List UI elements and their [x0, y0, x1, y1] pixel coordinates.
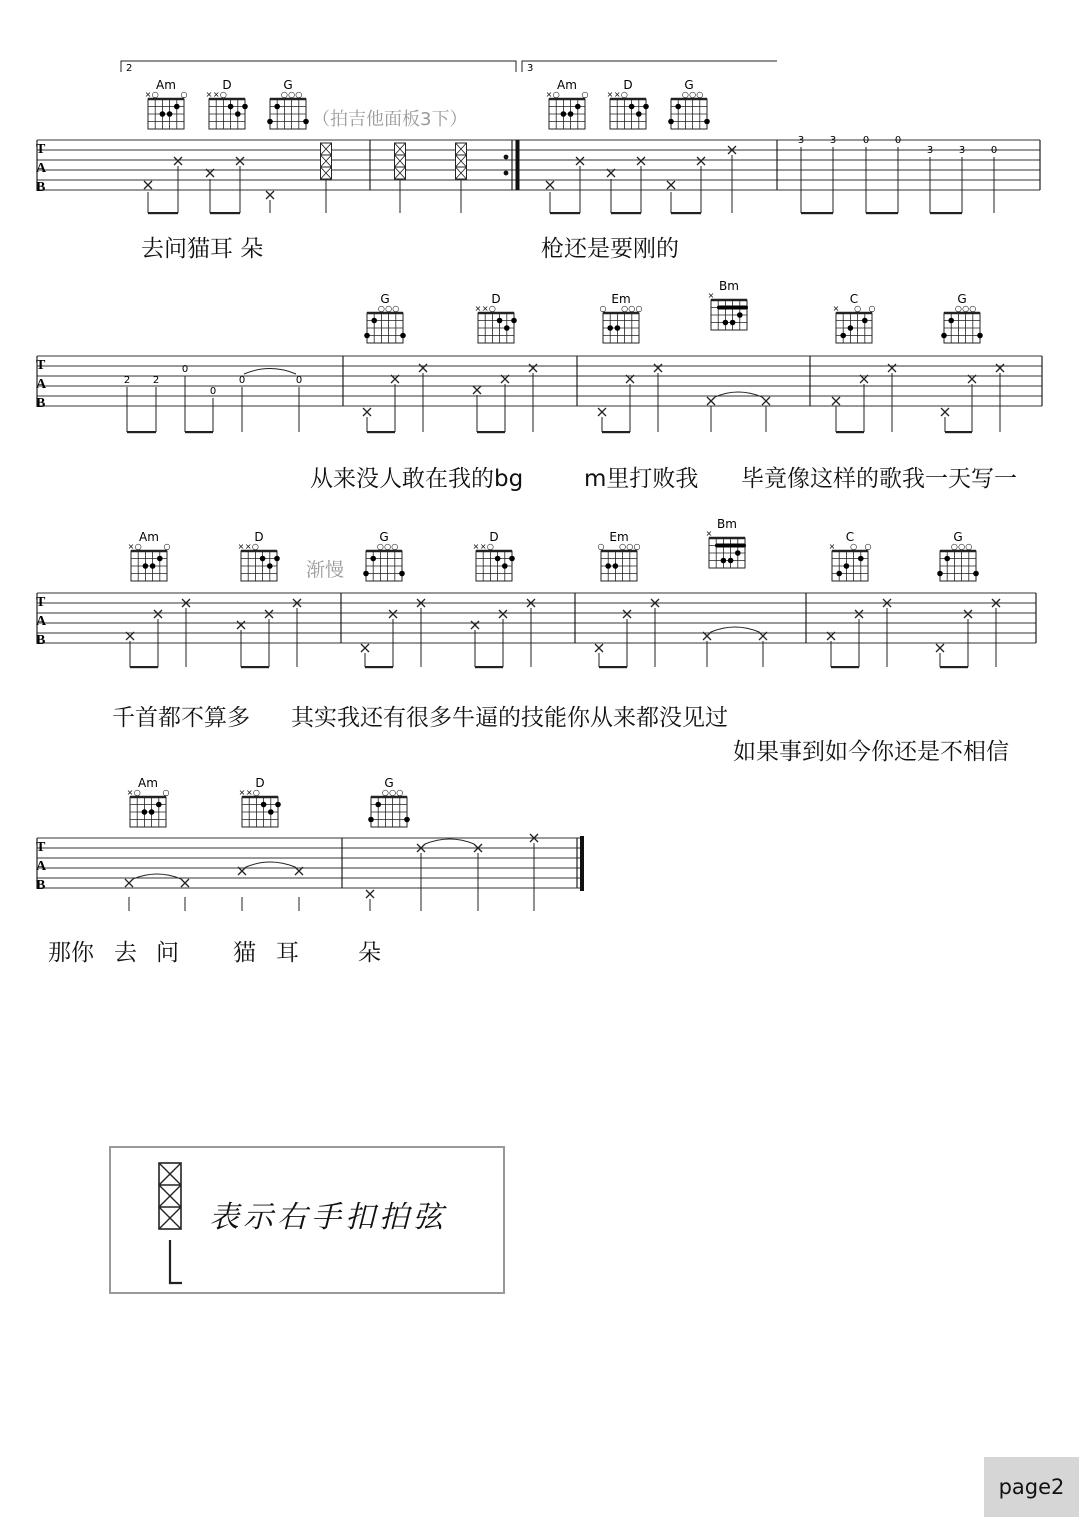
- svg-text:○: ○: [219, 90, 227, 99]
- svg-text:○: ○: [391, 542, 399, 551]
- svg-text:×: ×: [205, 90, 213, 99]
- strum-annotation: （拍吉他面板3下）: [312, 109, 468, 130]
- svg-text:○: ○: [689, 90, 697, 99]
- svg-text:×: ×: [474, 304, 482, 313]
- svg-text:○: ○: [969, 304, 977, 313]
- svg-text:0: 0: [990, 145, 998, 156]
- chord-g: [937, 530, 979, 581]
- svg-text:○: ○: [621, 304, 629, 313]
- svg-text:○: ○: [581, 90, 589, 99]
- svg-text:○: ○: [958, 542, 966, 551]
- chord-d: [239, 776, 281, 827]
- svg-text:×: ×: [545, 90, 553, 99]
- final-barline: [577, 836, 584, 891]
- chord-am: [546, 78, 589, 129]
- legend-text: 表示右手扣拍弦: [209, 1200, 447, 1235]
- svg-text:0: 0: [862, 135, 870, 146]
- svg-text:0: 0: [181, 364, 189, 375]
- svg-text:B: B: [36, 396, 46, 411]
- svg-text:×: ×: [613, 90, 621, 99]
- lyric-line-4b: 去: [114, 940, 137, 966]
- svg-text:Am: Am: [156, 78, 176, 92]
- lyric-line-1b: 枪还是要刚的: [541, 236, 679, 262]
- svg-text:○: ○: [180, 90, 188, 99]
- svg-text:×: ×: [238, 788, 246, 797]
- svg-text:○: ○: [965, 542, 973, 551]
- svg-text:×: ×: [606, 90, 614, 99]
- svg-text:×: ×: [707, 291, 715, 300]
- svg-text:×: ×: [479, 542, 487, 551]
- svg-text:○: ○: [633, 542, 641, 551]
- svg-text:×: ×: [244, 542, 252, 551]
- svg-text:×: ×: [481, 304, 489, 313]
- svg-text:○: ○: [295, 90, 303, 99]
- svg-text:○: ○: [151, 90, 159, 99]
- svg-text:0: 0: [894, 135, 902, 146]
- svg-text:○: ○: [396, 788, 404, 797]
- svg-text:A: A: [36, 614, 47, 629]
- svg-text:D: D: [255, 776, 265, 790]
- svg-text:G: G: [380, 292, 390, 306]
- svg-text:○: ○: [954, 304, 962, 313]
- ties: [133, 369, 762, 880]
- svg-text:B: B: [36, 180, 46, 195]
- chord-g: [364, 292, 406, 343]
- svg-text:3: 3: [797, 135, 805, 146]
- svg-text:○: ○: [252, 788, 260, 797]
- svg-text:G: G: [384, 776, 394, 790]
- lyric-line-3c: 如果事到如今你还是不相信: [733, 739, 1009, 765]
- svg-text:G: G: [684, 78, 694, 92]
- svg-text:2: 2: [152, 375, 160, 386]
- svg-text:○: ○: [597, 542, 605, 551]
- svg-text:G: G: [953, 530, 963, 544]
- chord-d: [607, 78, 649, 129]
- svg-text:G: G: [957, 292, 967, 306]
- chord-d: [238, 530, 280, 581]
- svg-text:○: ○: [864, 542, 872, 551]
- svg-text:2: 2: [123, 375, 131, 386]
- svg-text:○: ○: [376, 542, 384, 551]
- chord-bm: [706, 517, 746, 568]
- svg-text:○: ○: [850, 542, 858, 551]
- svg-text:○: ○: [377, 304, 385, 313]
- svg-text:○: ○: [134, 542, 142, 551]
- chord-am: [145, 78, 188, 129]
- volta-number-3: 3: [527, 63, 534, 74]
- svg-text:○: ○: [635, 304, 643, 313]
- svg-text:Bm: Bm: [717, 517, 737, 531]
- svg-text:Am: Am: [139, 530, 159, 544]
- svg-text:0: 0: [238, 375, 246, 386]
- svg-text:○: ○: [384, 542, 392, 551]
- svg-text:○: ○: [854, 304, 862, 313]
- lyric-line-2c: 毕竟像这样的歌我一天写一: [741, 466, 1017, 492]
- svg-text:○: ○: [620, 90, 628, 99]
- svg-text:×: ×: [832, 304, 840, 313]
- chord-g: [267, 78, 309, 129]
- svg-text:Am: Am: [557, 78, 577, 92]
- svg-text:D: D: [623, 78, 633, 92]
- svg-text:T: T: [36, 358, 46, 373]
- svg-text:○: ○: [696, 90, 704, 99]
- chord-d: [473, 530, 515, 581]
- lyric-line-2b: m里打败我: [584, 466, 699, 492]
- svg-text:A: A: [36, 859, 47, 874]
- page-number: page2: [984, 1457, 1079, 1517]
- svg-text:○: ○: [962, 304, 970, 313]
- svg-text:T: T: [36, 142, 46, 157]
- svg-text:○: ○: [868, 304, 876, 313]
- tempo-marking: 渐慢: [306, 559, 345, 581]
- svg-text:D: D: [489, 530, 499, 544]
- lyric-line-4c: 问: [156, 940, 179, 966]
- slap-symbols: [321, 143, 467, 179]
- chord-em: [598, 530, 641, 581]
- chord-bm: [708, 279, 748, 330]
- svg-text:Em: Em: [609, 530, 629, 544]
- chord-c: [829, 530, 872, 581]
- svg-text:○: ○: [381, 788, 389, 797]
- lyric-line-3a: 千首都不算多: [112, 705, 250, 731]
- lyric-line-1a: 去问猫耳 朵: [141, 236, 264, 262]
- svg-text:×: ×: [828, 542, 836, 551]
- chord-am: [127, 776, 170, 827]
- lyric-line-4f: 朵: [358, 940, 381, 966]
- svg-text:○: ○: [488, 304, 496, 313]
- svg-text:Am: Am: [138, 776, 158, 790]
- svg-text:C: C: [849, 292, 859, 306]
- svg-text:×: ×: [245, 788, 253, 797]
- svg-text:○: ○: [389, 788, 397, 797]
- svg-text:B: B: [36, 633, 46, 648]
- svg-text:3: 3: [926, 145, 934, 156]
- chord-d: [475, 292, 517, 343]
- svg-text:×: ×: [472, 542, 480, 551]
- lyric-line-4a: 那你: [48, 940, 94, 966]
- svg-text:○: ○: [133, 788, 141, 797]
- svg-text:Em: Em: [611, 292, 631, 306]
- beams: [127, 212, 972, 668]
- slap-symbol-icon: [153, 1160, 193, 1300]
- svg-text:×: ×: [126, 788, 134, 797]
- svg-text:○: ○: [626, 542, 634, 551]
- svg-text:G: G: [379, 530, 389, 544]
- svg-text:D: D: [491, 292, 501, 306]
- svg-text:G: G: [283, 78, 293, 92]
- svg-text:×: ×: [127, 542, 135, 551]
- lyric-line-2a: 从来没人敢在我的bg: [310, 466, 524, 492]
- chord-c: [833, 292, 876, 343]
- svg-text:A: A: [36, 161, 47, 176]
- svg-text:○: ○: [619, 542, 627, 551]
- svg-text:○: ○: [162, 788, 170, 797]
- svg-text:3: 3: [958, 145, 966, 156]
- lyric-line-4e: 耳: [276, 940, 299, 966]
- svg-text:○: ○: [392, 304, 400, 313]
- svg-text:○: ○: [163, 542, 171, 551]
- svg-text:Bm: Bm: [719, 279, 739, 293]
- svg-text:×: ×: [237, 542, 245, 551]
- svg-text:○: ○: [385, 304, 393, 313]
- volta-number-2: 2: [126, 63, 133, 74]
- svg-text:○: ○: [552, 90, 560, 99]
- chord-g: [941, 292, 983, 343]
- chord-g: [363, 530, 405, 581]
- svg-text:×: ×: [144, 90, 152, 99]
- svg-text:×: ×: [705, 529, 713, 538]
- svg-text:○: ○: [599, 304, 607, 313]
- svg-text:C: C: [845, 530, 855, 544]
- svg-text:3: 3: [829, 135, 837, 146]
- chord-em: [600, 292, 643, 343]
- lyric-line-4d: 猫: [233, 940, 256, 966]
- svg-text:A: A: [36, 377, 47, 392]
- svg-text:○: ○: [280, 90, 288, 99]
- svg-text:D: D: [254, 530, 264, 544]
- svg-text:○: ○: [288, 90, 296, 99]
- chord-d: [206, 78, 248, 129]
- svg-text:○: ○: [628, 304, 636, 313]
- repeat-sign: [504, 140, 520, 190]
- legend-box: [109, 1146, 505, 1294]
- svg-text:0: 0: [209, 386, 217, 397]
- volta-brackets: [121, 61, 777, 72]
- chord-g: [368, 776, 410, 827]
- svg-text:○: ○: [681, 90, 689, 99]
- svg-text:B: B: [36, 878, 46, 893]
- lyric-line-3b: 其实我还有很多牛逼的技能你从来都没见过: [291, 705, 728, 731]
- chord-am: [128, 530, 171, 581]
- svg-text:0: 0: [295, 375, 303, 386]
- svg-text:T: T: [36, 595, 46, 610]
- tab-clefs: [36, 142, 47, 893]
- chord-g: [668, 78, 710, 129]
- svg-text:T: T: [36, 840, 46, 855]
- svg-text:×: ×: [212, 90, 220, 99]
- svg-text:○: ○: [251, 542, 259, 551]
- svg-text:○: ○: [950, 542, 958, 551]
- svg-text:○: ○: [486, 542, 494, 551]
- svg-text:D: D: [222, 78, 232, 92]
